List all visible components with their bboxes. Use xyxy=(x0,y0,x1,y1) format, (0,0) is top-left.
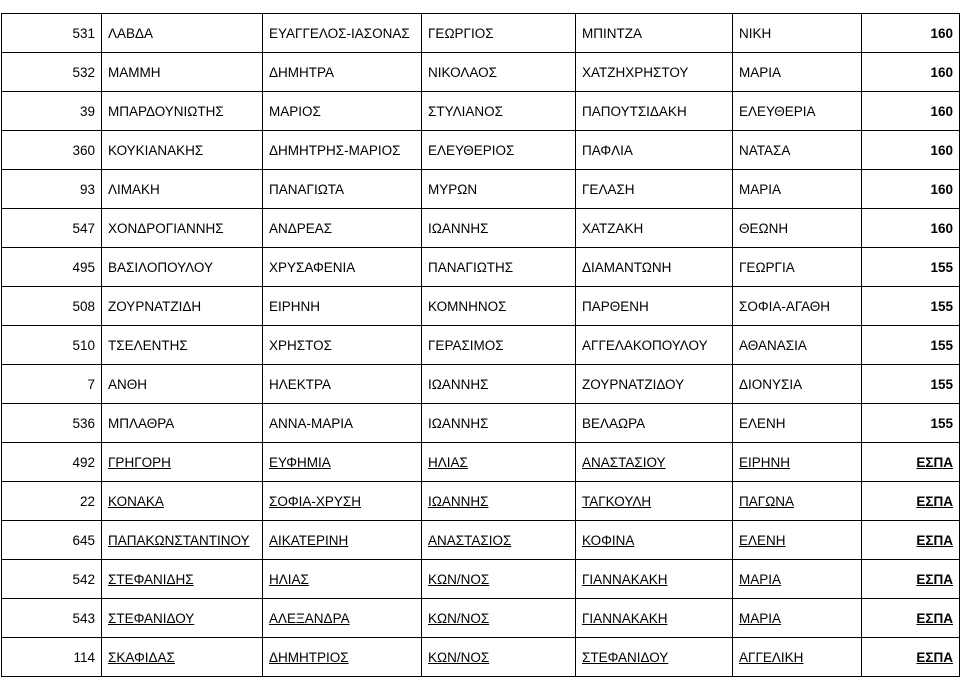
cell-mother-name: ΜΑΡΙΑ xyxy=(733,560,862,599)
cell-surname: ΓΡΗΓΟΡΗ xyxy=(102,443,263,482)
table-row xyxy=(2,521,960,560)
table-row xyxy=(2,482,960,521)
cell-father-name: ΗΛΙΑΣ xyxy=(422,443,576,482)
cell-father-name: ΚΩΝ/ΝΟΣ xyxy=(422,638,576,677)
cell-mother-surname: ΠΑΡΘΕΝΗ xyxy=(576,287,733,326)
cell-first-name: ΑΝΝΑ-ΜΑΡΙΑ xyxy=(263,404,422,443)
cell-id: 531 xyxy=(2,14,102,53)
cell-id: 360 xyxy=(2,131,102,170)
cell-father-name: ΓΕΩΡΓΙΟΣ xyxy=(422,14,576,53)
cell-mother-name: ΝΙΚΗ xyxy=(733,14,862,53)
table-body xyxy=(2,14,960,677)
cell-father-name: ΣΤΥΛΙΑΝΟΣ xyxy=(422,92,576,131)
cell-id: 7 xyxy=(2,365,102,404)
table-row xyxy=(2,560,960,599)
cell-first-name: ΕΥΦΗΜΙΑ xyxy=(263,443,422,482)
cell-first-name: ΔΗΜΗΤΡΙΟΣ xyxy=(263,638,422,677)
cell-surname: ΛΙΜΑΚΗ xyxy=(102,170,263,209)
cell-id: 508 xyxy=(2,287,102,326)
cell-surname: ΖΟΥΡΝΑΤΖΙΔΗ xyxy=(102,287,263,326)
cell-surname: ΧΟΝΔΡΟΓΙΑΝΝΗΣ xyxy=(102,209,263,248)
cell-father-name: ΚΩΝ/ΝΟΣ xyxy=(422,560,576,599)
cell-father-name: ΓΕΡΑΣΙΜΟΣ xyxy=(422,326,576,365)
cell-father-name: ΚΩΝ/ΝΟΣ xyxy=(422,599,576,638)
table-row xyxy=(2,638,960,677)
cell-surname: ΣΚΑΦΙΔΑΣ xyxy=(102,638,263,677)
cell-surname: ΜΑΜΜΗ xyxy=(102,53,263,92)
cell-father-name: ΑΝΑΣΤΑΣΙΟΣ xyxy=(422,521,576,560)
cell-mother-surname: ΓΙΑΝΝΑΚΑΚΗ xyxy=(576,560,733,599)
cell-id: 547 xyxy=(2,209,102,248)
cell-surname: ΒΑΣΙΛΟΠΟΥΛΟΥ xyxy=(102,248,263,287)
cell-mother-surname: ΔΙΑΜΑΝΤΩΝΗ xyxy=(576,248,733,287)
table-row xyxy=(2,365,960,404)
cell-mother-surname: ΓΕΛΑΣΗ xyxy=(576,170,733,209)
cell-mother-name: ΕΙΡΗΝΗ xyxy=(733,443,862,482)
cell-score: ΕΣΠΑ xyxy=(862,521,960,560)
cell-first-name: ΔΗΜΗΤΡΑ xyxy=(263,53,422,92)
cell-mother-name: ΔΙΟΝΥΣΙΑ xyxy=(733,365,862,404)
cell-first-name: ΑΛΕΞΑΝΔΡΑ xyxy=(263,599,422,638)
cell-mother-surname: ΧΑΤΖΑΚΗ xyxy=(576,209,733,248)
table-row xyxy=(2,404,960,443)
cell-mother-name: ΕΛΕΝΗ xyxy=(733,521,862,560)
results-table xyxy=(1,13,960,677)
cell-first-name: ΔΗΜΗΤΡΗΣ-ΜΑΡΙΟΣ xyxy=(263,131,422,170)
cell-score: ΕΣΠΑ xyxy=(862,443,960,482)
cell-first-name: ΑΙΚΑΤΕΡΙΝΗ xyxy=(263,521,422,560)
cell-mother-name: ΜΑΡΙΑ xyxy=(733,53,862,92)
cell-id: 543 xyxy=(2,599,102,638)
cell-father-name: ΙΩΑΝΝΗΣ xyxy=(422,365,576,404)
cell-father-name: ΙΩΑΝΝΗΣ xyxy=(422,404,576,443)
cell-score: ΕΣΠΑ xyxy=(862,638,960,677)
cell-id: 492 xyxy=(2,443,102,482)
table-row xyxy=(2,131,960,170)
cell-score: 160 xyxy=(862,170,960,209)
cell-mother-name: ΘΕΩΝΗ xyxy=(733,209,862,248)
cell-mother-surname: ΤΑΓΚΟΥΛΗ xyxy=(576,482,733,521)
cell-score: ΕΣΠΑ xyxy=(862,560,960,599)
cell-id: 22 xyxy=(2,482,102,521)
cell-mother-surname: ΑΝΑΣΤΑΣΙΟΥ xyxy=(576,443,733,482)
table-row xyxy=(2,326,960,365)
cell-first-name: ΣΟΦΙΑ-ΧΡΥΣΗ xyxy=(263,482,422,521)
cell-father-name: ΝΙΚΟΛΑΟΣ xyxy=(422,53,576,92)
cell-mother-surname: ΑΓΓΕΛΑΚΟΠΟΥΛΟΥ xyxy=(576,326,733,365)
cell-id: 536 xyxy=(2,404,102,443)
cell-surname: ΜΠΛΑΘΡΑ xyxy=(102,404,263,443)
cell-mother-name: ΜΑΡΙΑ xyxy=(733,170,862,209)
cell-id: 39 xyxy=(2,92,102,131)
cell-score: 155 xyxy=(862,365,960,404)
cell-first-name: ΧΡΥΣΑΦΕΝΙΑ xyxy=(263,248,422,287)
table-row xyxy=(2,170,960,209)
cell-father-name: ΚΟΜΝΗΝΟΣ xyxy=(422,287,576,326)
cell-score: 155 xyxy=(862,287,960,326)
cell-id: 495 xyxy=(2,248,102,287)
cell-id: 532 xyxy=(2,53,102,92)
cell-score: 160 xyxy=(862,209,960,248)
cell-first-name: ΧΡΗΣΤΟΣ xyxy=(263,326,422,365)
cell-first-name: ΑΝΔΡΕΑΣ xyxy=(263,209,422,248)
cell-father-name: ΕΛΕΥΘΕΡΙΟΣ xyxy=(422,131,576,170)
cell-mother-name: ΑΓΓΕΛΙΚΗ xyxy=(733,638,862,677)
cell-mother-name: ΕΛΕΝΗ xyxy=(733,404,862,443)
cell-father-name: ΙΩΑΝΝΗΣ xyxy=(422,482,576,521)
cell-mother-surname: ΚΟΦΙΝΑ xyxy=(576,521,733,560)
cell-surname: ΠΑΠΑΚΩΝΣΤΑΝΤΙΝΟΥ xyxy=(102,521,263,560)
cell-id: 114 xyxy=(2,638,102,677)
cell-score: ΕΣΠΑ xyxy=(862,482,960,521)
cell-score: 155 xyxy=(862,248,960,287)
cell-mother-name: ΣΟΦΙΑ-ΑΓΑΘΗ xyxy=(733,287,862,326)
cell-surname: ΜΠΑΡΔΟΥΝΙΩΤΗΣ xyxy=(102,92,263,131)
table-row xyxy=(2,443,960,482)
cell-mother-surname: ΠΑΠΟΥΤΣΙΔΑΚΗ xyxy=(576,92,733,131)
cell-mother-name: ΜΑΡΙΑ xyxy=(733,599,862,638)
table-row xyxy=(2,92,960,131)
cell-mother-name: ΓΕΩΡΓΙΑ xyxy=(733,248,862,287)
cell-score: 160 xyxy=(862,53,960,92)
cell-id: 542 xyxy=(2,560,102,599)
table-row xyxy=(2,53,960,92)
cell-surname: ΛΑΒΔΑ xyxy=(102,14,263,53)
cell-first-name: ΠΑΝΑΓΙΩΤΑ xyxy=(263,170,422,209)
cell-first-name: ΗΛΕΚΤΡΑ xyxy=(263,365,422,404)
cell-id: 93 xyxy=(2,170,102,209)
cell-mother-name: ΑΘΑΝΑΣΙΑ xyxy=(733,326,862,365)
cell-mother-name: ΕΛΕΥΘΕΡΙΑ xyxy=(733,92,862,131)
table-row xyxy=(2,248,960,287)
cell-score: 155 xyxy=(862,404,960,443)
cell-score: 160 xyxy=(862,14,960,53)
cell-first-name: ΕΥΑΓΓΕΛΟΣ-ΙΑΣΟΝΑΣ xyxy=(263,14,422,53)
cell-mother-surname: ΧΑΤΖΗΧΡΗΣΤΟΥ xyxy=(576,53,733,92)
cell-mother-surname: ΣΤΕΦΑΝΙΔΟΥ xyxy=(576,638,733,677)
cell-surname: ΚΟΝΑΚΑ xyxy=(102,482,263,521)
cell-father-name: ΙΩΑΝΝΗΣ xyxy=(422,209,576,248)
cell-mother-surname: ΜΠΙΝΤΖΑ xyxy=(576,14,733,53)
table-row xyxy=(2,14,960,53)
cell-mother-surname: ΒΕΛΑΩΡΑ xyxy=(576,404,733,443)
cell-mother-name: ΝΑΤΑΣΑ xyxy=(733,131,862,170)
cell-surname: ΣΤΕΦΑΝΙΔΗΣ xyxy=(102,560,263,599)
cell-father-name: ΠΑΝΑΓΙΩΤΗΣ xyxy=(422,248,576,287)
cell-father-name: ΜΥΡΩΝ xyxy=(422,170,576,209)
cell-score: 160 xyxy=(862,92,960,131)
cell-mother-name: ΠΑΓΩΝΑ xyxy=(733,482,862,521)
cell-first-name: ΕΙΡΗΝΗ xyxy=(263,287,422,326)
cell-surname: ΑΝΘΗ xyxy=(102,365,263,404)
cell-first-name: ΜΑΡΙΟΣ xyxy=(263,92,422,131)
table-row xyxy=(2,287,960,326)
cell-score: 160 xyxy=(862,131,960,170)
table-row xyxy=(2,209,960,248)
cell-id: 510 xyxy=(2,326,102,365)
cell-surname: ΚΟΥΚΙΑΝΑΚΗΣ xyxy=(102,131,263,170)
cell-score: ΕΣΠΑ xyxy=(862,599,960,638)
cell-mother-surname: ΖΟΥΡΝΑΤΖΙΔΟΥ xyxy=(576,365,733,404)
cell-mother-surname: ΓΙΑΝΝΑΚΑΚΗ xyxy=(576,599,733,638)
cell-id: 645 xyxy=(2,521,102,560)
table-row xyxy=(2,599,960,638)
cell-surname: ΤΣΕΛΕΝΤΗΣ xyxy=(102,326,263,365)
cell-first-name: ΗΛΙΑΣ xyxy=(263,560,422,599)
cell-score: 155 xyxy=(862,326,960,365)
cell-mother-surname: ΠΑΦΛΙΑ xyxy=(576,131,733,170)
cell-surname: ΣΤΕΦΑΝΙΔΟΥ xyxy=(102,599,263,638)
